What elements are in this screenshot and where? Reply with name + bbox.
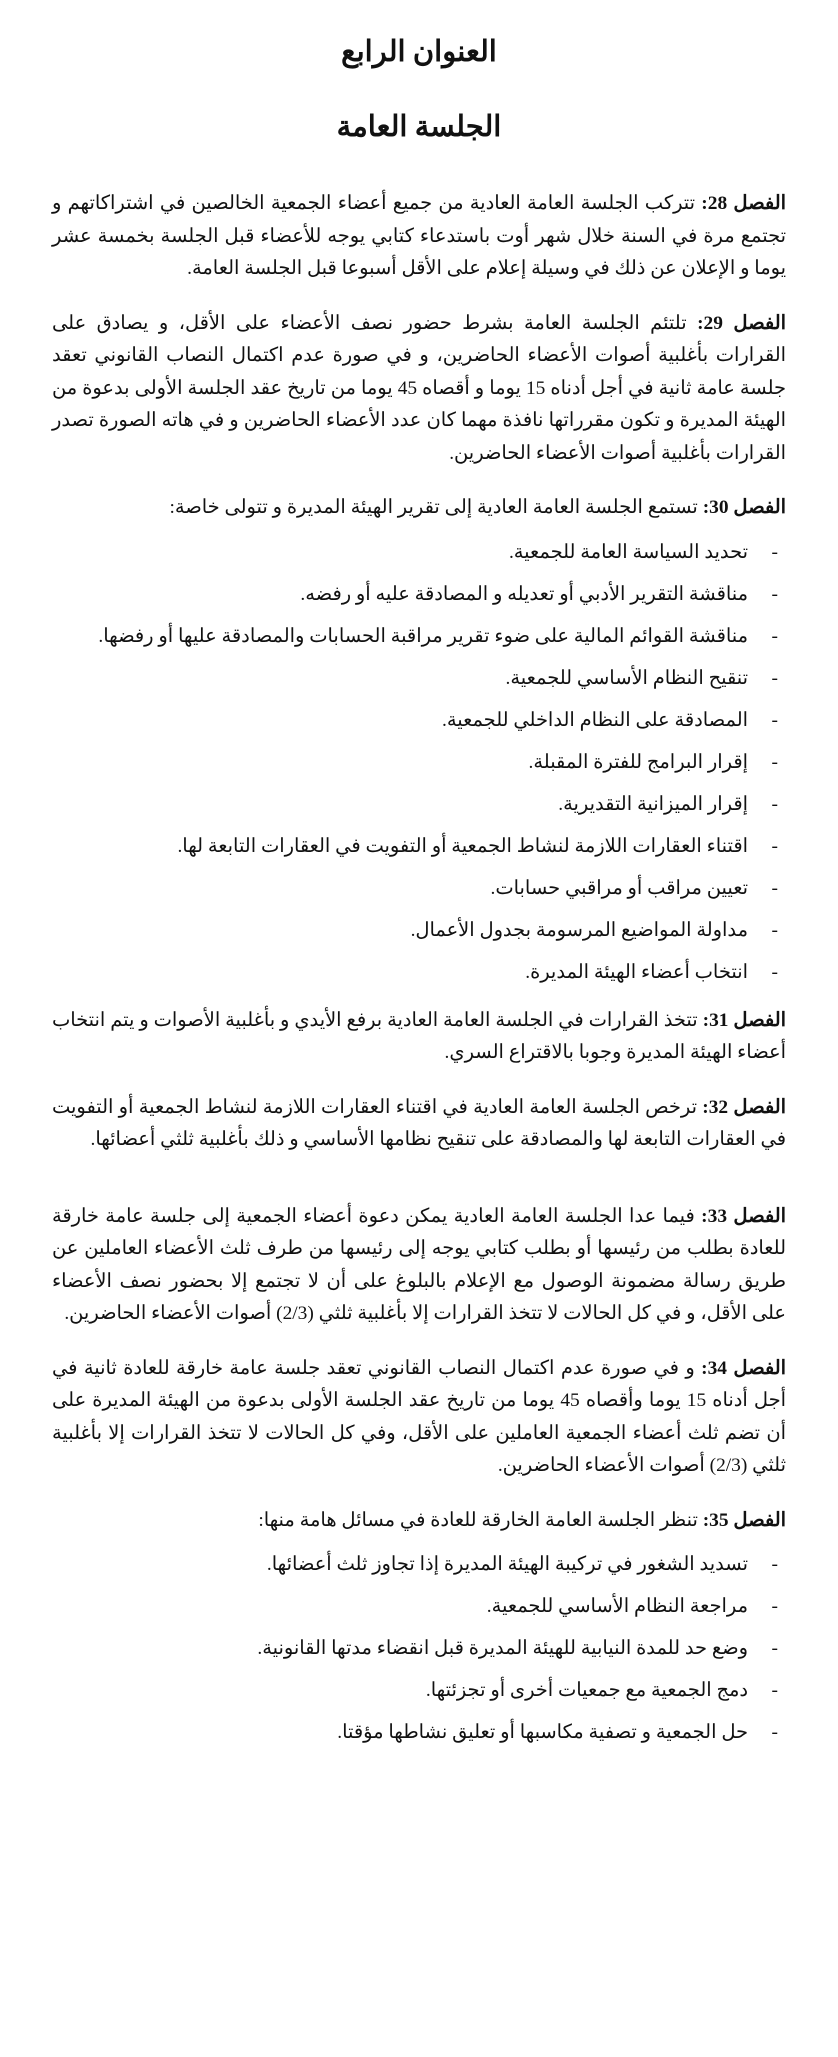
article-label: الفصل 30: <box>702 497 786 518</box>
article-label: الفصل 31: <box>702 1009 786 1031</box>
bullet-dash: - <box>771 1680 778 1701</box>
list-item: - تحديد السياسة العامة للجمعية. <box>52 539 748 567</box>
list-item: - اقتناء العقارات اللازمة لنشاط الجمعية أو التفويت في العقارات التابعة لها. <box>52 833 748 861</box>
article-text: تستمع الجلسة العامة العادية إلى تقرير الهيئة المديرة و تتولى خاصة: <box>169 497 703 518</box>
article-text: تنظر الجلسة العامة الخارقة للعادة في مسائل هامة منها: <box>258 1509 703 1531</box>
article-text: تتخذ القرارات في الجلسة العامة العادية برفع الأيدي و بأغلبية الأصوات و يتم انتخاب أعضاء الهيئة المديرة وجوبا بالاقتراع السري. <box>52 1009 786 1063</box>
list-item: - تعيين مراقب أو مراقبي حسابات. <box>52 875 748 903</box>
article-text: فيما عدا الجلسة العامة العادية يمكن دعوة أعضاء الجمعية إلى جلسة عامة خارقة للعادة بطلب من رئيسها أو بطلب كتابي يوجه إلى رئيسها من طرف ثلث الأعضاء العاملين عن طريق رسالة مضمونة الوصول مع الإعلام بالبلوغ على أن لا تجتمع إلا بحضور نصف الأعضاء على الأقل، و في كل الحالات لا تتخذ القرارات إلا بأغلبية ثلثي (2/3) أصوات الأعضاء الحاضرين. <box>52 1205 786 1324</box>
bullet-dash: - <box>771 961 778 983</box>
chapter-title: العنوان الرابع <box>341 36 497 68</box>
bullet-dash: - <box>771 1638 778 1659</box>
article-text: تلتئم الجلسة العامة بشرط حضور نصف الأعضاء على الأقل، و يصادق على القرارات بأغلبية أصوات الأعضاء الحاضرين، و في صورة عدم اكتمال النصاب القانوني تعقد جلسة عامة ثانية في أجل أدناه 15 يوما و أقصاه 45 يوما من تاريخ عقد الجلسة الأولى بدعوة من الهيئة المديرة و تكون مقرراتها نافذة مهما كان عدد الأعضاء الحاضرين و في هاته الصورة تصدر القرارات بأغلبية أصوات الأعضاء الحاضرين. <box>52 312 786 464</box>
bullet-dash: - <box>771 919 778 941</box>
list-item: - المصادقة على النظام الداخلي للجمعية. <box>52 707 748 735</box>
article-31 <box>52 1005 786 1070</box>
list-item: - إقرار البرامج للفترة المقبلة. <box>52 749 748 777</box>
bullet-dash: - <box>771 877 778 899</box>
article-label: الفصل 29: <box>697 312 787 334</box>
list-item: - إقرار الميزانية التقديرية. <box>52 791 748 819</box>
article-text: ترخص الجلسة العامة العادية في اقتناء العقارات اللازمة لنشاط الجمعية أو التفويت في العقارات التابعة لها والمصادقة على تنقيح نظامها الأساسي و ذلك بأغلبية ثلثي أعضائها. <box>52 1096 786 1150</box>
list-item: - وضع حد للمدة النيابية للهيئة المديرة قبل انقضاء مدتها القانونية. <box>52 1635 748 1663</box>
bullet-dash: - <box>771 709 778 731</box>
bullet-dash: - <box>771 625 778 647</box>
article-label: الفصل 34: <box>701 1357 787 1379</box>
list-item: - انتخاب أعضاء الهيئة المديرة. <box>52 959 748 987</box>
bullet-dash: - <box>771 1722 778 1743</box>
list-item: - تنقيح النظام الأساسي للجمعية. <box>52 665 748 693</box>
list-item: - مداولة المواضيع المرسومة بجدول الأعمال. <box>52 917 748 945</box>
list-item: - مناقشة التقرير الأدبي أو تعديله و المصادقة عليه أو رفضه. <box>52 581 748 609</box>
bullet-dash: - <box>771 1596 778 1617</box>
article-text: تتركب الجلسة العامة العادية من جميع أعضاء الجمعية الخالصين في اشتراكاتهم و تجتمع مرة في السنة خلال شهر أوت باستدعاء كتابي يوجه للأعضاء قبل الجلسة بخمسة عشر يوما و الإعلان عن ذلك في وسيلة إعلام على الأقل أسبوعا قبل الجلسة العامة. <box>52 193 786 279</box>
article-28 <box>52 188 786 286</box>
article-35 <box>52 1505 786 1538</box>
article-34 <box>52 1353 786 1483</box>
list-item: - مناقشة القوائم المالية على ضوء تقرير مراقبة الحسابات والمصادقة عليها أو رفضها. <box>52 623 748 651</box>
article-label: الفصل 28: <box>701 193 787 214</box>
bullet-dash: - <box>771 751 778 773</box>
article-text: و في صورة عدم اكتمال النصاب القانوني تعقد جلسة عامة خارقة للعادة ثانية في أجل أدناه 15 يوما وأقصاه 45 يوما من تاريخ عقد الجلسة الأولى بدعوة من الهيئة المديرة على أن تضم ثلث أعضاء الجمعية العاملين على الأقل، وفي كل الحالات لا تتخذ القرارات إلا بأغلبية ثلثي (2/3) أصوات الأعضاء الحاضرين. <box>52 1357 786 1476</box>
article-30-list <box>52 539 786 987</box>
article-label: الفصل 33: <box>701 1205 786 1227</box>
bullet-dash: - <box>771 835 778 857</box>
article-30 <box>52 492 786 525</box>
list-item: - مراجعة النظام الأساسي للجمعية. <box>52 1593 748 1621</box>
bullet-dash: - <box>771 793 778 815</box>
bullet-dash: - <box>771 541 778 563</box>
bullet-dash: - <box>771 1554 778 1575</box>
article-32 <box>52 1092 786 1157</box>
article-29 <box>52 308 786 471</box>
article-label: الفصل 32: <box>702 1096 787 1118</box>
list-item: - حل الجمعية و تصفية مكاسبها أو تعليق نشاطها مؤقتا. <box>52 1719 748 1747</box>
bullet-dash: - <box>771 667 778 689</box>
article-33 <box>52 1201 786 1331</box>
article-label: الفصل 35: <box>702 1509 786 1531</box>
list-item: - دمج الجمعية مع جمعيات أخرى أو تجزئتها. <box>52 1677 748 1705</box>
chapter-subtitle: الجلسة العامة <box>336 111 502 143</box>
bullet-dash: - <box>771 583 778 605</box>
list-item: - تسديد الشغور في تركيبة الهيئة المديرة إذا تجاوز ثلث أعضائها. <box>52 1551 748 1579</box>
article-35-list <box>52 1551 786 1747</box>
